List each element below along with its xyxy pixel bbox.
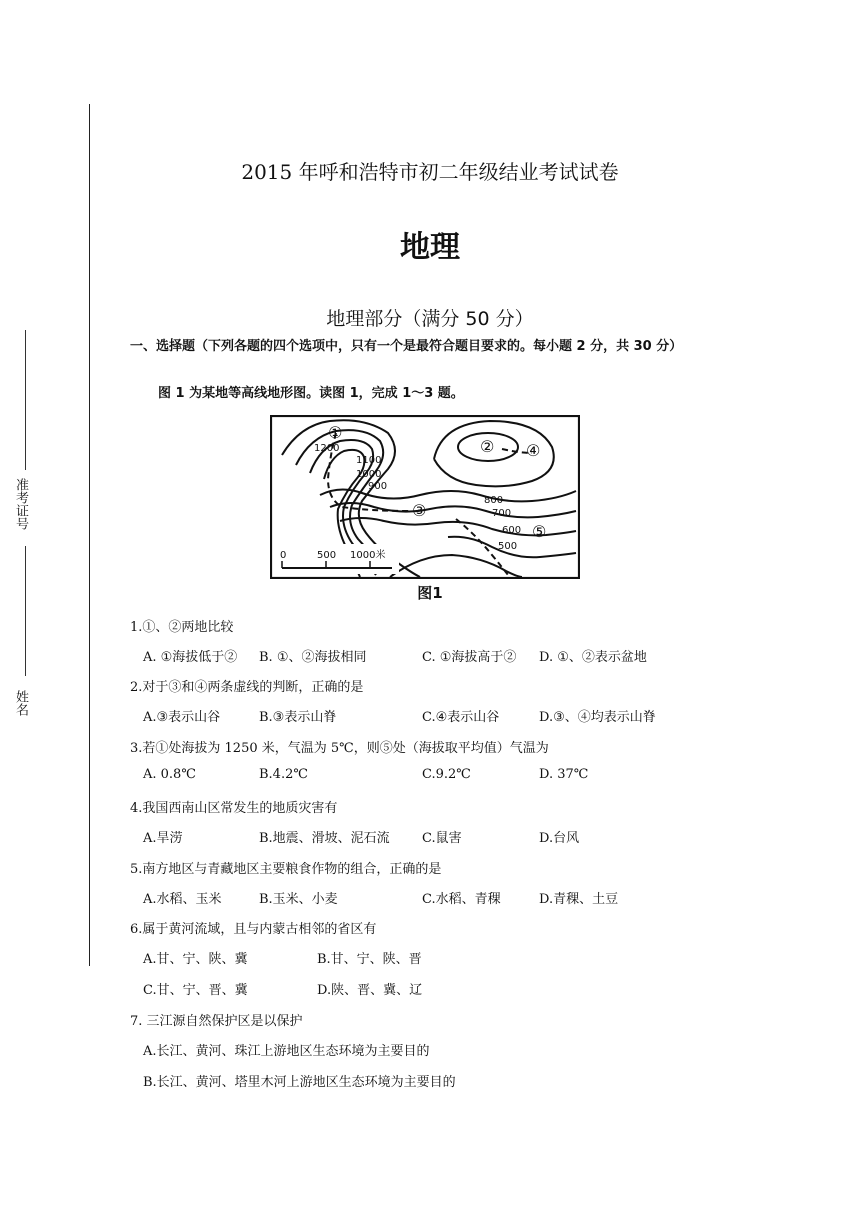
question-2-option-a: A.③表示山谷 bbox=[143, 710, 221, 725]
question-6-option-b: B.甘、宁、陕、晋 bbox=[317, 952, 422, 967]
question-3-option-d: D. 37℃ bbox=[539, 767, 589, 782]
question-1-stem: 1.①、②两地比较 bbox=[130, 620, 234, 635]
question-3-option-c: C.9.2℃ bbox=[422, 767, 471, 782]
question-3-option-a: A. 0.8℃ bbox=[143, 767, 196, 782]
question-3-stem: 3.若①处海拔为 1250 米，气温为 5℃，则⑤处（海拔取平均值）气温为 bbox=[130, 741, 549, 756]
question-4-option-d: D.台风 bbox=[539, 831, 580, 846]
contour-label-600: 600 bbox=[502, 525, 522, 536]
question-5-option-b: B.玉米、小麦 bbox=[259, 892, 338, 907]
question-5-option-a: A.水稻、玉米 bbox=[143, 892, 222, 907]
contour-label-1200: 1200 bbox=[314, 443, 340, 454]
name-fill-line bbox=[25, 546, 26, 676]
point-label-2: ② bbox=[480, 437, 495, 456]
question-2-stem: 2.对于③和④两条虚线的判断，正确的是 bbox=[130, 680, 364, 695]
question-6-stem: 6.属于黄河流域，且与内蒙古相邻的省区有 bbox=[130, 922, 377, 937]
figure-intro: 图 1 为某地等高线地形图。读图 1，完成 1～3 题。 bbox=[158, 386, 464, 401]
point-label-3: ③ bbox=[412, 501, 427, 520]
scale-label-1000: 1000米 bbox=[350, 550, 386, 561]
question-7-stem: 7. 三江源自然保护区是以保护 bbox=[130, 1014, 303, 1029]
question-6-option-c: C.甘、宁、晋、冀 bbox=[143, 983, 248, 998]
question-5-stem: 5.南方地区与青藏地区主要粮食作物的组合，正确的是 bbox=[130, 862, 442, 877]
contour-label-500: 500 bbox=[498, 541, 518, 552]
question-4-option-a: A.旱涝 bbox=[143, 831, 183, 846]
contour-label-700: 700 bbox=[492, 508, 512, 519]
point-label-1: ① bbox=[328, 423, 343, 442]
section-heading: 一、选择题（下列各题的四个选项中，只有一个是最符合题目要求的。每小题 2 分，共 30 分） bbox=[130, 339, 683, 354]
question-1-option-a: A. ①海拔低于② bbox=[143, 650, 238, 665]
question-1-option-c: C. ①海拔高于② bbox=[422, 650, 517, 665]
question-4-option-b: B.地震、滑坡、泥石流 bbox=[259, 831, 390, 846]
name-label: 姓名 bbox=[13, 690, 28, 716]
candidate-number-fill-line bbox=[25, 330, 26, 470]
part-title: 地理部分（满分 50 分） bbox=[326, 308, 534, 330]
question-4-stem: 4.我国西南山区常发生的地质灾害有 bbox=[130, 801, 338, 816]
contour-map bbox=[270, 415, 580, 579]
figure-caption: 图1 bbox=[417, 584, 443, 602]
contour-label-900: 900 bbox=[368, 481, 388, 492]
scale-label-0: 0 bbox=[280, 550, 287, 561]
point-label-5: ⑤ bbox=[532, 522, 547, 541]
question-1-option-b: B. ①、②海拔相同 bbox=[259, 650, 367, 665]
question-6-option-d: D.陕、晋、冀、辽 bbox=[317, 983, 423, 998]
question-5-option-c: C.水稻、青稞 bbox=[422, 892, 501, 907]
question-4-option-c: C.鼠害 bbox=[422, 831, 462, 846]
contour-label-1100: 1100 bbox=[356, 455, 382, 466]
contour-map-figure bbox=[270, 415, 580, 583]
question-2-option-d: D.③、④均表示山脊 bbox=[539, 710, 656, 725]
question-6-option-a: A.甘、宁、陕、冀 bbox=[143, 952, 248, 967]
contour-label-800: 800 bbox=[484, 495, 504, 506]
question-2-option-b: B.③表示山脊 bbox=[259, 710, 337, 725]
question-7-option-b: B.长江、黄河、塔里木河上游地区生态环境为主要目的 bbox=[143, 1075, 456, 1090]
question-3-option-b: B.4.2℃ bbox=[259, 767, 308, 782]
question-7-option-a: A.长江、黄河、珠江上游地区生态环境为主要目的 bbox=[143, 1044, 430, 1059]
question-5-option-d: D.青稞、土豆 bbox=[539, 892, 619, 907]
question-2-option-c: C.④表示山谷 bbox=[422, 710, 500, 725]
exam-title: 2015 年呼和浩特市初二年级结业考试试卷 bbox=[241, 160, 619, 184]
contour-label-1000: 1000 bbox=[356, 469, 382, 480]
question-1-option-d: D. ①、②表示盆地 bbox=[539, 650, 647, 665]
scale-bar bbox=[275, 544, 399, 574]
scale-label-500: 500 bbox=[317, 550, 337, 561]
candidate-number-label: 准考证号 bbox=[13, 478, 28, 530]
subject-title: 地理 bbox=[400, 230, 460, 265]
point-label-4: ④ bbox=[526, 441, 541, 460]
